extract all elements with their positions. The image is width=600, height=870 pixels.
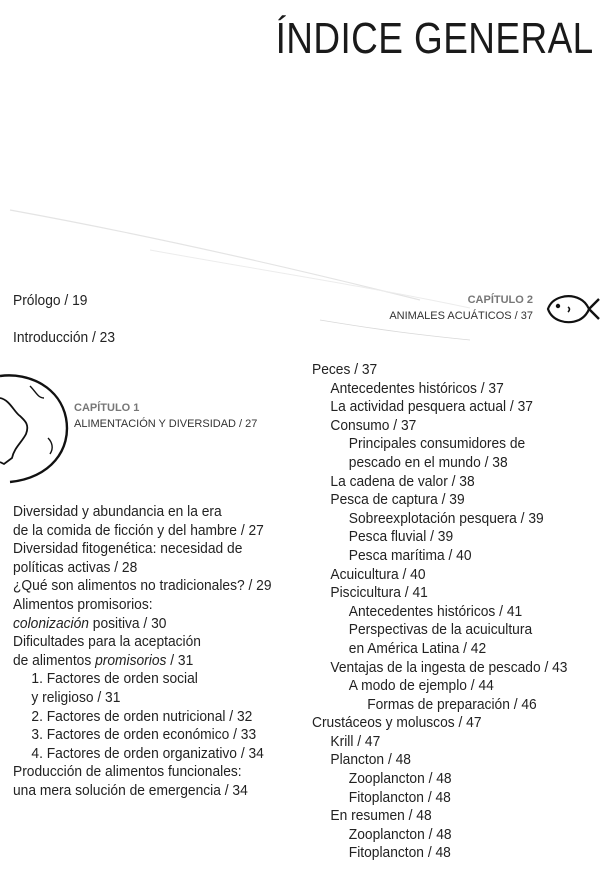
toc-entry-text: Dificultades para la aceptación — [13, 633, 201, 651]
toc-entry[interactable] — [13, 689, 272, 708]
toc-introduccion[interactable]: Introducción / 23 — [13, 329, 116, 346]
toc-entry-text: 1. Factores de orden social — [31, 670, 198, 688]
toc-entry-text: Producción de alimentos funcionales: — [13, 763, 242, 781]
toc-entry-text: La actividad pesquera actual / 37 — [330, 398, 533, 416]
toc-entry-text: La cadena de valor / 38 — [330, 472, 475, 490]
toc-entry[interactable] — [312, 714, 567, 733]
toc-entry[interactable] — [13, 763, 272, 782]
chapter-1-name: ALIMENTACIÓN Y DIVERSIDAD / 27 — [74, 418, 258, 430]
toc-entry-text: ¿Qué son alimentos no tradicionales? / 29 — [13, 577, 272, 595]
toc-entry[interactable] — [13, 782, 272, 801]
toc-entry[interactable] — [312, 417, 567, 436]
toc-entry[interactable] — [312, 398, 567, 417]
toc-entry-text: Krill / 47 — [330, 732, 381, 750]
toc-entry-text: Zooplancton / 48 — [348, 770, 452, 788]
toc-entry-text: Diversidad y abundancia en la era — [13, 503, 222, 520]
fish-icon — [542, 287, 600, 331]
toc-entry-text: de la comida de ficción y del hambre / 27 — [13, 521, 264, 539]
toc-entry-text: Pesca de captura / 39 — [330, 491, 465, 509]
toc-entry[interactable] — [13, 522, 272, 541]
toc-entry[interactable] — [312, 584, 567, 603]
toc-entry[interactable] — [312, 789, 567, 808]
toc-entry[interactable] — [13, 633, 272, 652]
chapter-2-toc-list — [312, 361, 567, 863]
toc-entry[interactable] — [312, 751, 567, 770]
toc-entry[interactable] — [312, 640, 567, 659]
toc-entry-text: A modo de ejemplo / 44 — [348, 677, 494, 695]
toc-entry-text: Peces / 37 — [312, 361, 378, 378]
toc-entry[interactable] — [13, 559, 272, 578]
toc-entry-text: Ventajas de la ingesta de pescado / 43 — [330, 658, 568, 676]
toc-entry-text: Fitoplancton / 48 — [348, 844, 451, 862]
toc-entry[interactable] — [312, 826, 567, 845]
toc-entry[interactable] — [13, 615, 272, 634]
toc-entry-text: Zooplancton / 48 — [348, 825, 452, 843]
toc-entry[interactable] — [13, 652, 272, 671]
globe-icon — [0, 368, 72, 488]
toc-entry[interactable] — [312, 454, 567, 473]
toc-entry[interactable] — [312, 435, 567, 454]
chapter-2-number: CAPÍTULO 2 — [467, 294, 533, 306]
toc-entry-text: pescado en el mundo / 38 — [348, 453, 508, 471]
toc-entry[interactable] — [312, 491, 567, 510]
toc-entry[interactable] — [312, 473, 567, 492]
toc-entry[interactable] — [312, 510, 567, 529]
toc-entry-text: Acuicultura / 40 — [330, 565, 426, 583]
toc-entry-text: Pesca marítima / 40 — [348, 546, 472, 564]
toc-entry[interactable] — [312, 621, 567, 640]
toc-entry-text: Alimentos promisorios: — [13, 595, 153, 613]
toc-entry-italic-text: promisorios — [95, 651, 167, 669]
toc-entry[interactable] — [13, 726, 272, 745]
chapter-1-toc-list — [13, 503, 272, 801]
toc-entry-text: una mera solución de emergencia / 34 — [13, 781, 248, 799]
chapter-1-number: CAPÍTULO 1 — [74, 402, 140, 414]
toc-entry[interactable] — [312, 547, 567, 566]
toc-entry[interactable] — [312, 659, 567, 678]
toc-entry[interactable] — [312, 770, 567, 789]
toc-entry[interactable] — [312, 528, 567, 547]
page-title: ÍNDICE GENERAL — [275, 14, 594, 63]
toc-entry[interactable] — [312, 603, 567, 622]
toc-entry[interactable] — [13, 670, 272, 689]
toc-entry[interactable] — [13, 596, 272, 615]
toc-entry-text: / 31 — [166, 651, 194, 669]
toc-entry-text: políticas activas / 28 — [13, 558, 138, 576]
toc-entry-text: Diversidad fitogenética: necesidad de — [13, 540, 243, 558]
toc-entry-text: Antecedentes históricos / 41 — [348, 602, 523, 620]
toc-entry[interactable] — [13, 708, 272, 727]
toc-entry[interactable] — [312, 807, 567, 826]
toc-entry[interactable] — [312, 677, 567, 696]
toc-entry-text: Pesca fluvial / 39 — [348, 528, 454, 546]
toc-entry[interactable] — [312, 696, 567, 715]
chapter-2-heading[interactable] — [389, 292, 533, 324]
toc-entry-text: En resumen / 48 — [330, 807, 432, 825]
toc-entry-text: Piscicultura / 41 — [330, 584, 428, 602]
toc-entry-text: 2. Factores de orden nutricional / 32 — [31, 707, 253, 725]
scan-smudge — [0, 190, 600, 350]
toc-prologo[interactable]: Prólogo / 19 — [13, 292, 88, 309]
toc-entry-text: en América Latina / 42 — [348, 639, 487, 657]
toc-entry-text: Crustáceos y moluscos / 47 — [312, 714, 482, 732]
toc-entry[interactable] — [312, 380, 567, 399]
toc-entry[interactable] — [312, 733, 567, 752]
toc-entry-text: Consumo / 37 — [330, 416, 417, 434]
toc-entry[interactable] — [13, 540, 272, 559]
toc-entry-text: Principales consumidores de — [348, 435, 526, 453]
toc-entry[interactable] — [13, 503, 272, 522]
toc-entry[interactable] — [312, 361, 567, 380]
toc-entry-text: Antecedentes históricos / 37 — [330, 379, 504, 397]
toc-entry-text: 4. Factores de orden organizativo / 34 — [31, 744, 264, 762]
chapter-1-heading[interactable] — [74, 400, 257, 432]
toc-entry-text: positiva / 30 — [88, 614, 167, 632]
toc-entry-text: Sobreexplotación pesquera / 39 — [348, 509, 544, 527]
toc-entry-text: Plancton / 48 — [330, 751, 411, 769]
toc-entry-text: Perspectivas de la acuicultura — [348, 621, 533, 639]
toc-entry-text: Formas de preparación / 46 — [367, 695, 537, 713]
toc-entry[interactable] — [13, 745, 272, 764]
toc-entry-text: Fitoplancton / 48 — [348, 788, 451, 806]
toc-entry-italic-text: colonización — [13, 614, 89, 632]
toc-entry[interactable] — [13, 577, 272, 596]
toc-entry-text: de alimentos — [13, 651, 96, 669]
toc-entry[interactable] — [312, 844, 567, 863]
chapter-2-name: ANIMALES ACUÁTICOS / 37 — [389, 310, 533, 322]
toc-entry-text: 3. Factores de orden económico / 33 — [31, 726, 257, 744]
toc-entry-text: y religioso / 31 — [31, 688, 121, 706]
toc-entry[interactable] — [312, 566, 567, 585]
